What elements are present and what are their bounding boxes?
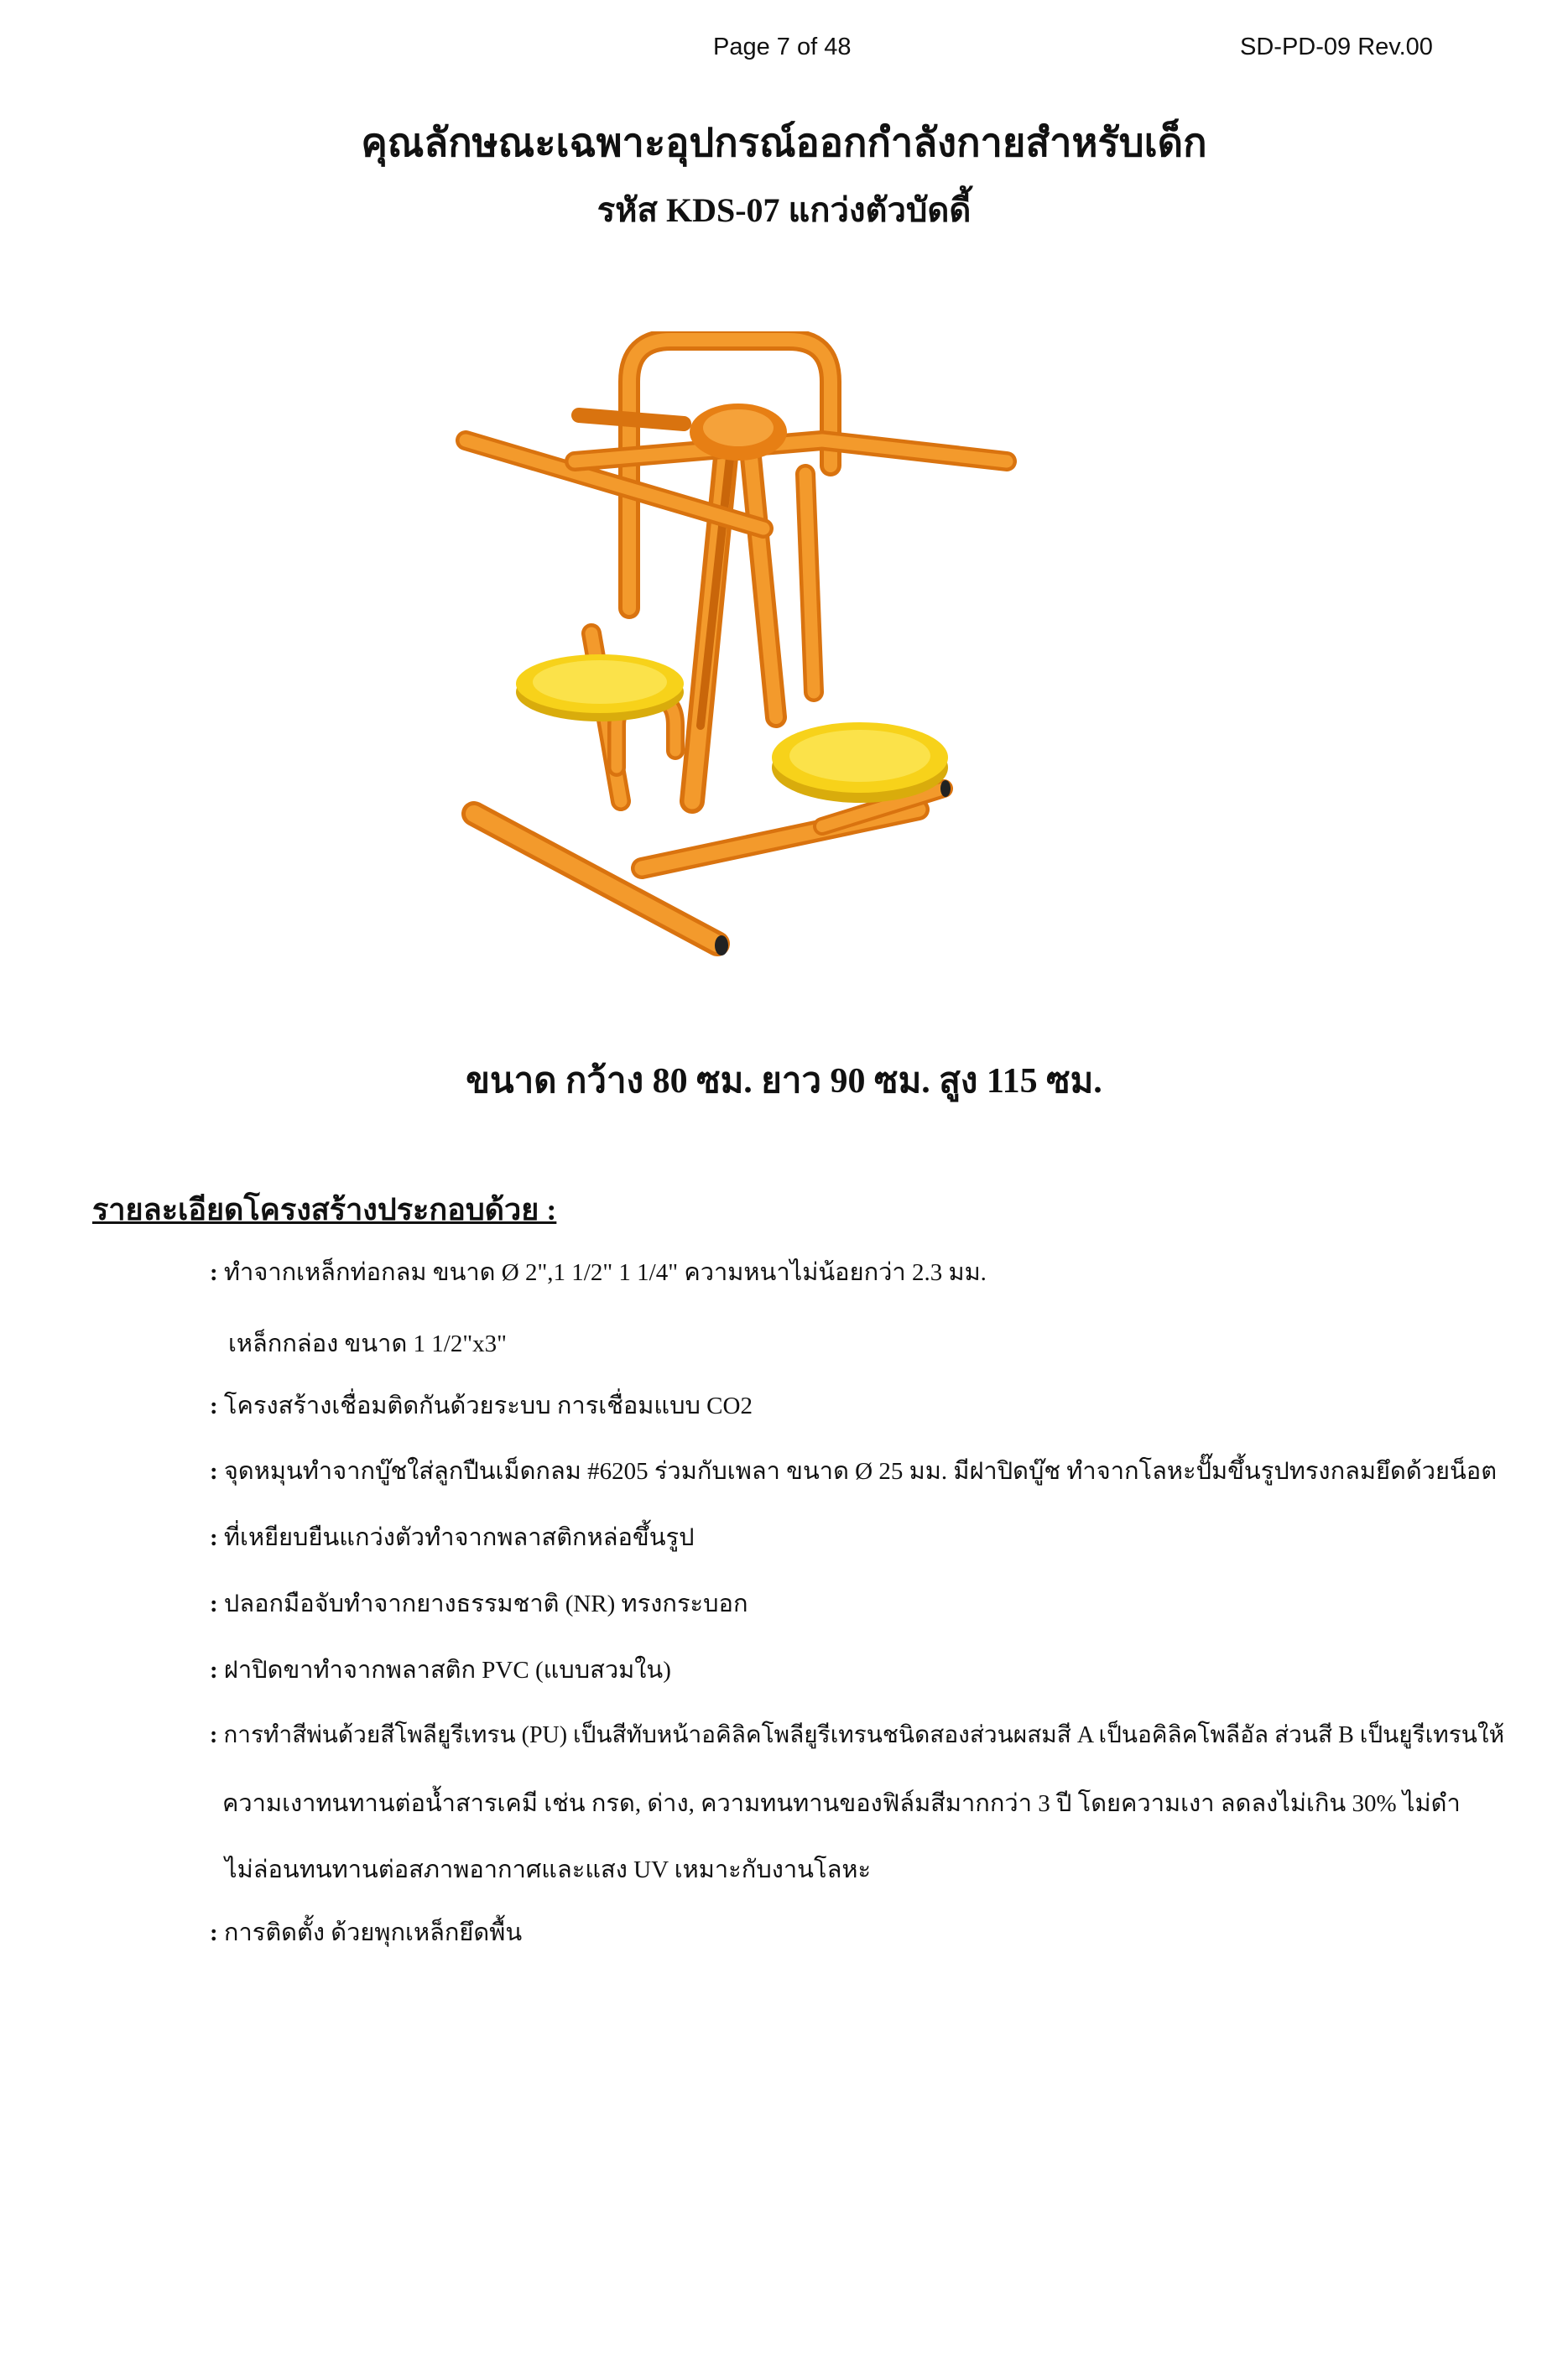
bullet-marker: : bbox=[210, 1458, 218, 1485]
document-code: SD-PD-09 Rev.00 bbox=[1240, 34, 1433, 60]
spec-item-text: ปลอกมือจับทำจากยางธรรมชาติ (NR) ทรงกระบอก bbox=[223, 1591, 748, 1617]
spec-item-text: ความเงาทนทานต่อน้ำสารเคมี เช่น กรด, ด่าง, ความทนทานของฟิล์มสีมากกว่า 3 ปี โดยความเงา ลดลงไม่เกิน 30% ไม่ดำ bbox=[222, 1790, 1461, 1817]
product-dimensions: ขนาด กว้าง 80 ซม. ยาว 90 ซม. สูง 115 ซม. bbox=[466, 1062, 1102, 1101]
spec-item-text: จุดหมุนทำจากบู๊ชใส่ลูกปืนเม็ดกลม #6205 ร่วมกับเพลา ขนาด Ø 25 มม. มีฝาปิดบู๊ช ทำจากโลหะปั๊มขึ้นรูปทรงกลมยึดด้วยน็อต bbox=[223, 1458, 1498, 1485]
product-image bbox=[449, 331, 1024, 969]
section-heading: รายละเอียดโครงสร้างประกอบด้วย : bbox=[92, 1193, 557, 1226]
spec-item-text: ไม่ล่อนทนทานต่อสภาพอากาศและแสง UV เหมาะกับงานโลหะ bbox=[225, 1856, 872, 1883]
spec-item bbox=[210, 1716, 1504, 1753]
spec-item-text: การทำสีพ่นด้วยสีโพลียูรีเทรน (PU) เป็นสีทับหน้าอคิลิคโพลียูรีเทรนชนิดสองส่วนผสมสี A เป็นอคิลิคโพลีอัล ส่วนสี B เป็นยูรีเทรนให้ bbox=[223, 1722, 1505, 1748]
spec-item bbox=[210, 1650, 671, 1689]
bullet-marker: : bbox=[210, 1657, 218, 1684]
page-number: Page 7 of 48 bbox=[713, 34, 852, 60]
spec-item bbox=[210, 1451, 1497, 1490]
bullet-marker: : bbox=[210, 1393, 218, 1419]
spec-item-text: การติดตั้ง ด้วยพุกเหล็กยึดพื้น bbox=[223, 1919, 523, 1946]
bullet-marker: : bbox=[210, 1919, 218, 1946]
spec-item bbox=[210, 1913, 522, 1951]
spec-item bbox=[210, 1518, 695, 1556]
spec-item-continuation bbox=[228, 1324, 507, 1362]
spec-item-text: โครงสร้างเชื่อมติดกันด้วยระบบ การเชื่อมแบบ CO2 bbox=[223, 1393, 753, 1419]
spec-item-text: ฝาปิดขาทำจากพลาสติก PVC (แบบสวมใน) bbox=[223, 1657, 671, 1684]
spec-item bbox=[210, 1584, 748, 1622]
product-code-title: รหัส KDS-07 แกว่งตัวบัดดี้ bbox=[596, 191, 972, 229]
spec-item bbox=[210, 1252, 987, 1291]
bullet-marker: : bbox=[210, 1524, 218, 1551]
bullet-marker: : bbox=[210, 1722, 218, 1748]
spec-item bbox=[210, 1386, 753, 1424]
page-title: คุณลักษณะเฉพาะอุปกรณ์ออกกำลังกายสำหรับเด็ก bbox=[361, 122, 1207, 165]
spec-item-text: เหล็กกล่อง ขนาด 1 1/2"x3" bbox=[228, 1330, 508, 1357]
bullet-marker: : bbox=[210, 1259, 218, 1286]
bullet-marker: : bbox=[210, 1591, 218, 1617]
spec-item-text: ทำจากเหล็กท่อกลม ขนาด Ø 2",1 1/2" 1 1/4" ความหนาไม่น้อยกว่า 2.3 มม. bbox=[223, 1259, 987, 1286]
spec-item-continuation bbox=[222, 1783, 1461, 1822]
spec-item-continuation bbox=[225, 1850, 871, 1888]
spec-item-text: ที่เหยียบยืนแกว่งตัวทำจากพลาสติกหล่อขึ้นรูป bbox=[223, 1524, 695, 1551]
